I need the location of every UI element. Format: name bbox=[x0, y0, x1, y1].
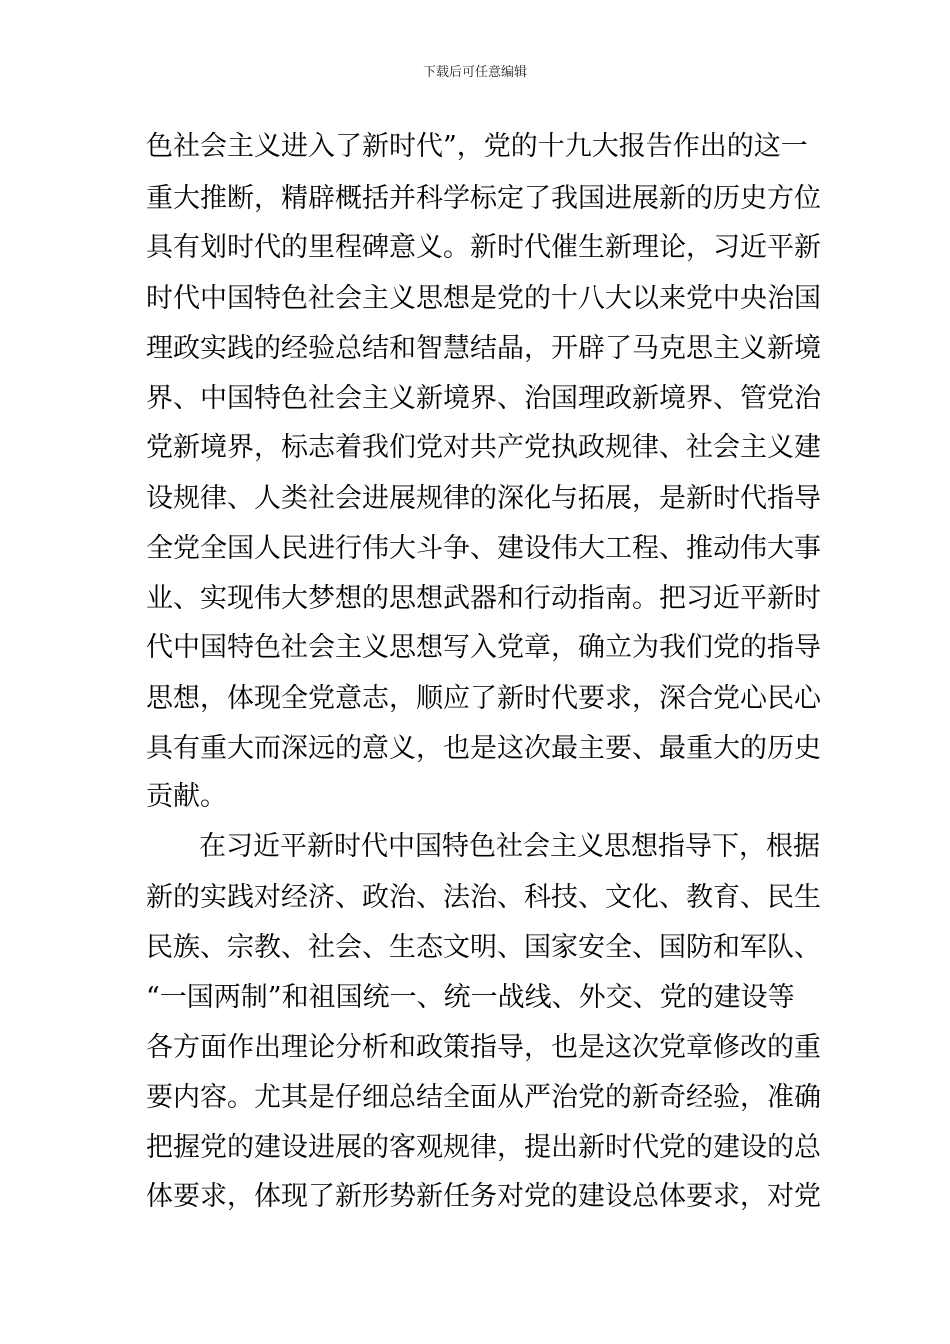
text-line: 贡献。 bbox=[146, 781, 227, 812]
text-line: 把握党的建设进展的客观规律，提出新时代党的建设的总 bbox=[146, 1132, 821, 1163]
text-line: 代中国特色社会主义思想写入党章，确立为我们党的指导 bbox=[146, 632, 821, 663]
text-line: 各方面作出理论分析和政策指导，也是这次党章修改的重 bbox=[146, 1032, 821, 1063]
text-line: 界、中国特色社会主义新境界、治国理政新境界、管党治 bbox=[146, 383, 821, 414]
text-line: 时代中国特色社会主义思想是党的十八大以来党中央治国 bbox=[146, 283, 821, 314]
text-line: 思想，体现全党意志，顺应了新时代要求，深合党心民心 bbox=[146, 683, 821, 714]
text-line: 色社会主义进入了新时代”，党的十九大报告作出的这一 bbox=[146, 131, 808, 162]
text-line: 党新境界，标志着我们党对共产党执政规律、社会主义建 bbox=[146, 432, 821, 463]
text-line: 新的实践对经济、政治、法治、科技、文化、教育、民生 bbox=[146, 882, 821, 913]
text-line: 民族、宗教、社会、生态文明、国家安全、国防和军队、 bbox=[146, 932, 821, 963]
text-line: 全党全国人民进行伟大斗争、建设伟大工程、推动伟大事 bbox=[146, 533, 821, 564]
text-line: 业、实现伟大梦想的思想武器和行动指南。把习近平新时 bbox=[146, 583, 821, 614]
text-line: 重大推断，精辟概括并科学标定了我国进展新的历史方位 bbox=[146, 183, 821, 214]
text-line: 理政实践的经验总结和智慧结晶，开辟了马克思主义新境 bbox=[146, 333, 821, 364]
text-line: 在习近平新时代中国特色社会主义思想指导下，根据 bbox=[199, 831, 820, 862]
text-line: 设规律、人类社会进展规律的深化与拓展，是新时代指导 bbox=[146, 483, 821, 514]
page-header: 下载后可任意编辑 bbox=[422, 65, 527, 80]
text-line: 具有划时代的里程碑意义。新时代催生新理论，习近平新 bbox=[146, 232, 821, 263]
text-line: 体要求，体现了新形势新任务对党的建设总体要求，对党 bbox=[146, 1181, 821, 1212]
text-line: 要内容。尤其是仔细总结全面从严治党的新奇经验，准确 bbox=[146, 1082, 821, 1113]
text-line: 具有重大而深远的意义，也是这次最主要、最重大的历史 bbox=[146, 733, 821, 764]
text-line: “一国两制”和祖国统一、统一战线、外交、党的建设等 bbox=[146, 982, 795, 1013]
